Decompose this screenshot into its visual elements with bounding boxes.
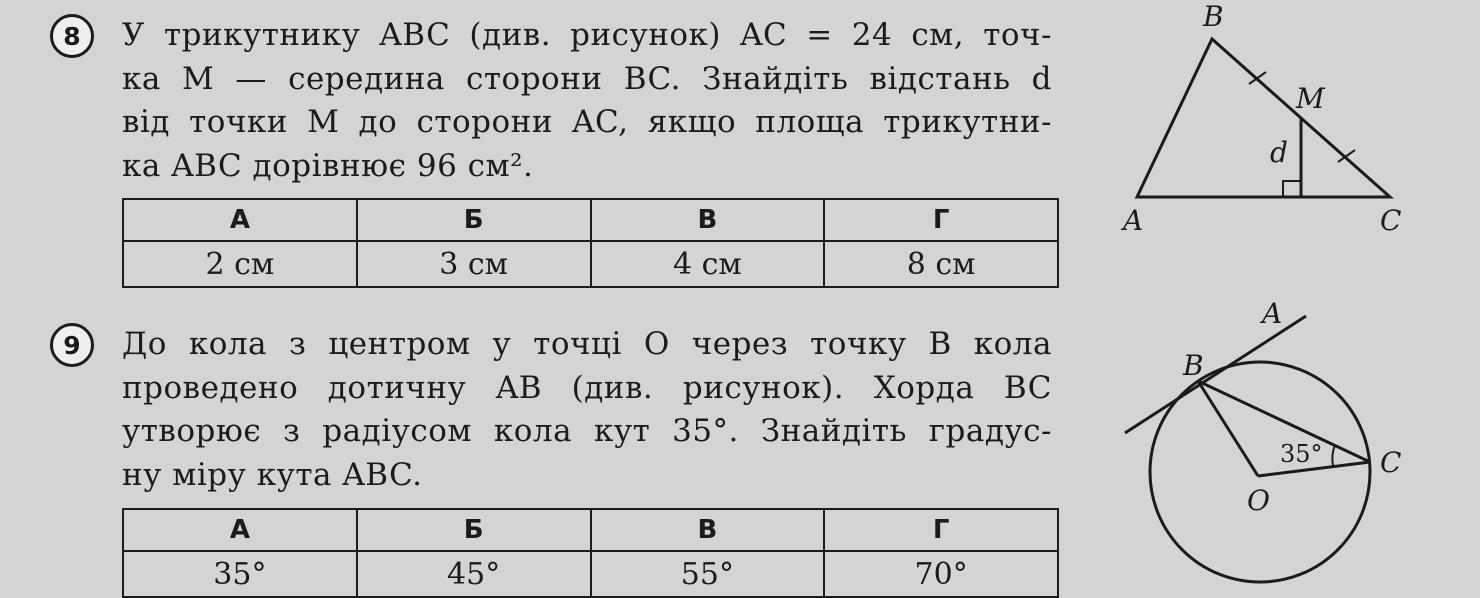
answer-option-value[interactable]: 70° [824,551,1058,597]
problem-text-line: ну міру кута ABC. [122,456,423,493]
label-d: d [1270,136,1288,169]
label-c: C [1380,446,1402,479]
problem-text [122,14,1052,188]
right-angle-mark [1283,181,1301,197]
answer-option-value[interactable]: 35° [123,551,357,597]
label-o: O [1247,484,1270,517]
answer-option-header[interactable]: В [591,509,825,551]
answer-option-value[interactable]: 8 см [824,241,1058,287]
problem-text-line: ка M — середина сторони BC. Знайдіть відстань d [122,60,1052,97]
problem-text [122,323,1052,497]
angle-arc [1332,445,1335,466]
label-m: M [1296,82,1325,115]
answer-option-header[interactable]: А [123,199,357,241]
problem-text-line: У трикутнику ABC (див. рисунок) AC = 24 см, точ- [122,17,1052,53]
triangle-abc [1137,39,1390,197]
problem-number: 9 [50,323,94,367]
answer-option-header[interactable]: В [591,199,825,241]
problem-text-line: від точки M до сторони AC, якщо площа трикутни- [122,104,1052,140]
answer-option-value[interactable]: 4 см [591,241,825,287]
answer-table [122,508,1059,598]
label-c: C [1380,204,1402,237]
problem-text-line: ка ABC дорівнює 96 см². [122,147,534,184]
answer-option-value[interactable]: 3 см [357,241,591,287]
label-a: A [1123,204,1144,237]
problem-text-line: утворює з радіусом кола кут 35°. Знайдіть градус- [122,413,1052,449]
circle-figure [1110,295,1430,595]
answer-table [122,198,1059,288]
label-b: B [1203,0,1224,33]
answer-option-value[interactable]: 55° [591,551,825,597]
answer-option-header[interactable]: Б [357,509,591,551]
answer-option-header[interactable]: Б [357,199,591,241]
label-a: A [1262,297,1283,330]
tangent-ab [1125,316,1306,433]
label-b: B [1183,349,1204,382]
angle-label: 35° [1280,440,1323,468]
triangle-figure [1110,0,1430,250]
problem-text-line: проведено дотичну AB (див. рисунок). Хорда BC [122,369,1052,406]
answer-option-header[interactable]: А [123,509,357,551]
answer-option-value[interactable]: 45° [357,551,591,597]
problem-8 [0,0,1480,292]
answer-option-header[interactable]: Г [824,509,1058,551]
answer-option-value[interactable]: 2 см [123,241,357,287]
problem-text-line: До кола з центром у точці O через точку B кола [122,326,1052,362]
answer-option-header[interactable]: Г [824,199,1058,241]
problem-number: 8 [50,14,94,58]
